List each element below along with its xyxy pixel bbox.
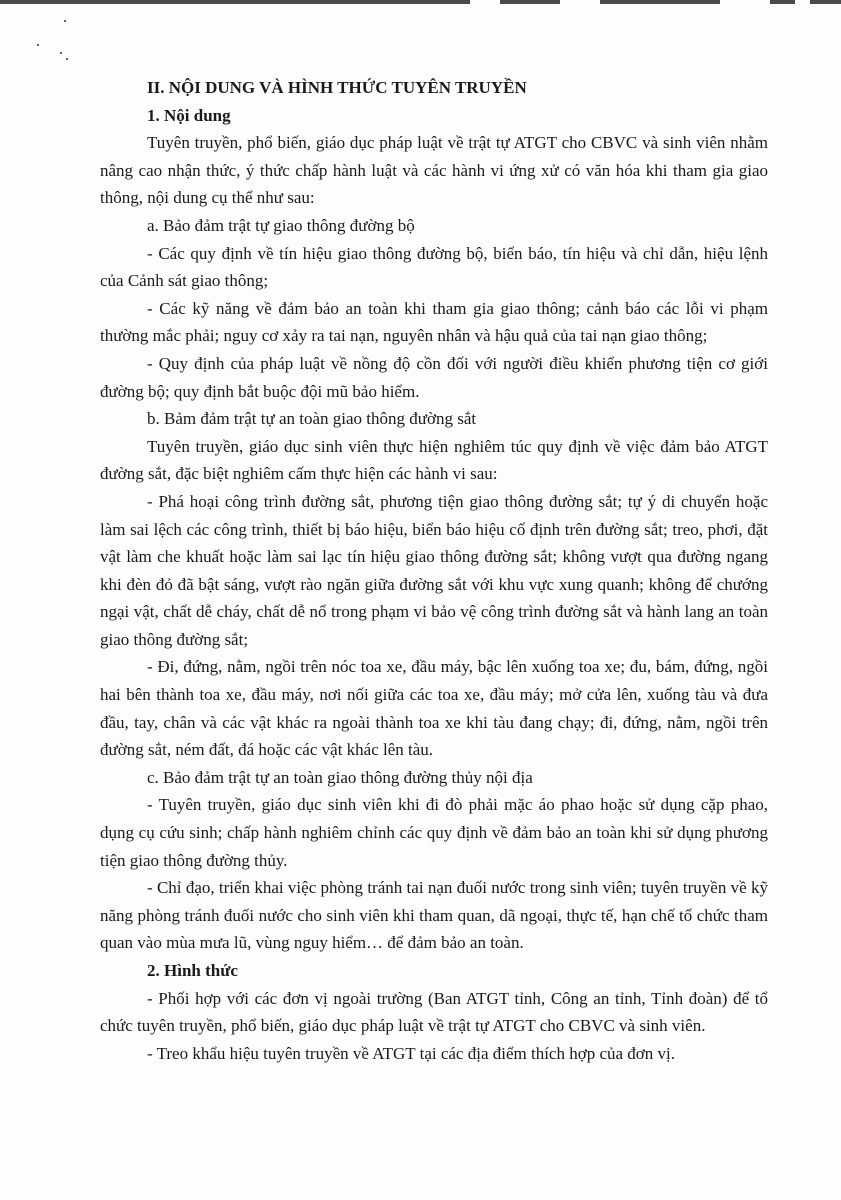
bullet-rail-infrastructure: - Phá hoại công trình đường sắt, phương tiện giao thông đường sắt; tự ý di chuyển hoặc làm sai lệch các công trình, thiết bị báo hiệu, biển báo hiệu cố định trên đường sắt; treo, phơi, đặt vật làm che khuất hoặc làm sai lạc tín hiệu giao thông đường sắt; không vượt qua đường ngang khi đèn đỏ đã bật sáng, vượt rào ngăn giữa đường sắt với khu vực xung quanh; không để chướng ngại vật, chất dễ cháy, chất dễ nổ trong phạm vi bảo vệ công trình đường sắt và hành lang an toàn giao thông đường sắt;: [100, 491, 768, 649]
paragraph-rail-intro: Tuyên truyền, giáo dục sinh viên thực hiện nghiêm túc quy định về việc đảm bảo ATGT đường sắt, đặc biệt nghiêm cấm thực hiện các hành vi sau:: [100, 436, 768, 484]
subsection-heading-form: 2. Hình thức: [147, 961, 238, 980]
scan-speck: [66, 58, 68, 60]
bullet-rail-behavior: - Đi, đứng, nằm, ngồi trên nóc toa xe, đầu máy, bậc lên xuống toa xe; đu, bám, đứng, ngồi hai bên thành toa xe, đầu máy, nơi nối giữa các toa xe, đầu máy; mở cửa lên, xuống tàu và đưa đầu, tay, chân và các vật khác ra ngoài thành toa xe khi tàu đang chạy; đi, đứng, nằm, ngồi trên đường sắt, ném đất, đá hoặc các vật khác lên tàu.: [100, 657, 768, 760]
bullet-form-coordination: - Phối hợp với các đơn vị ngoài trường (Ban ATGT tỉnh, Công an tỉnh, Tỉnh đoàn) để tổ chức tuyên truyền, phổ biến, giáo dục pháp luật về trật tự ATGT cho CBVC và sinh viên.: [100, 988, 768, 1036]
scan-speck: [64, 20, 66, 22]
scan-speck: [37, 44, 39, 46]
bullet-road-alcohol: - Quy định của pháp luật về nồng độ cồn đối với người điều khiển phương tiện cơ giới đường bộ; quy định bắt buộc đội mũ bảo hiểm.: [100, 353, 768, 401]
bullet-water-lifejacket: - Tuyên truyền, giáo dục sinh viên khi đi đò phải mặc áo phao hoặc sử dụng cặp phao, dụng cụ cứu sinh; chấp hành nghiêm chỉnh các quy định về đảm bảo an toàn khi sử dụng phương tiện giao thông đường thủy.: [100, 795, 768, 870]
item-heading-road: a. Bảo đảm trật tự giao thông đường bộ: [147, 215, 415, 235]
subsection-heading-content: 1. Nội dung: [147, 105, 231, 125]
paragraph-intro: Tuyên truyền, phổ biến, giáo dục pháp luật về trật tự ATGT cho CBVC và sinh viên nhằm nâng cao nhận thức, ý thức chấp hành luật và các hành vi ứng xử có văn hóa khi tham gia giao thông, nội dung cụ thể như sau:: [100, 133, 768, 208]
scan-speck: [60, 52, 62, 54]
item-heading-waterway: c. Bảo đảm trật tự an toàn giao thông đường thủy nội địa: [147, 767, 533, 787]
bullet-road-skills: - Các kỹ năng về đảm bảo an toàn khi tham gia giao thông; cảnh báo các lỗi vi phạm thường mắc phải; nguy cơ xảy ra tai nạn, nguyên nhân và hậu quả của tai nạn giao thông;: [100, 298, 768, 346]
section-heading: II. NỘI DUNG VÀ HÌNH THỨC TUYÊN TRUYỀN: [147, 78, 527, 97]
bullet-form-slogans: - Treo khẩu hiệu tuyên truyền về ATGT tại các địa điểm thích hợp của đơn vị.: [147, 1043, 676, 1063]
bullet-water-drowning: - Chỉ đạo, triển khai việc phòng tránh tai nạn đuối nước trong sinh viên; tuyên truyền về kỹ năng phòng tránh đuối nước cho sinh viên khi tham quan, dã ngoại, thực tế, hạn chế tổ chức tham quan vào mùa mưa lũ, vùng nguy hiểm… để đảm bảo an toàn.: [100, 878, 768, 953]
bullet-road-signals: - Các quy định về tín hiệu giao thông đường bộ, biển báo, tín hiệu và chỉ dẫn, hiệu lệnh của Cảnh sát giao thông;: [100, 243, 768, 291]
scan-top-rule: [0, 0, 841, 4]
document-page: [100, 74, 768, 1067]
item-heading-rail: b. Bảm đảm trật tự an toàn giao thông đường sắt: [147, 409, 477, 429]
